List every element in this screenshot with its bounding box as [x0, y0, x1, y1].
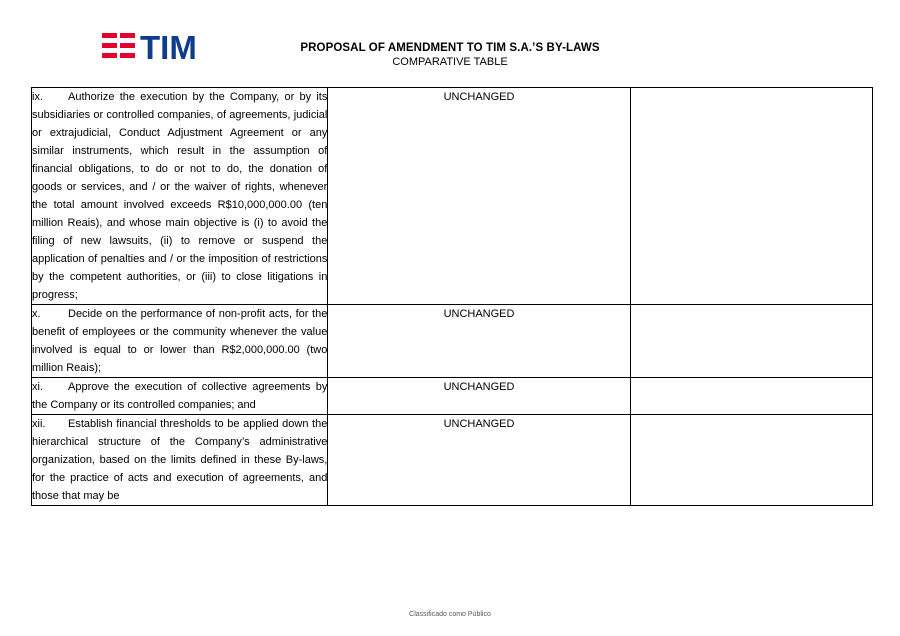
- item-number: x.: [32, 308, 41, 320]
- document-header: [250, 42, 650, 68]
- item-text: Decide on the performance of non-profit acts, for the benefit of employees or the community whenever the value involved is equal to or lower than R$2,000,000.00 (two million Reais);: [32, 308, 328, 374]
- item-text: Authorize the execution by the Company, or by its subsidiaries or controlled companies, of agreements, judicial or extrajudicial, Conduct Adjustment Agreement or any similar instruments, which result in the assumption of financial obligations, to do or not to do, the donation of goods or services, and / or the waiver of rights, whenever the total amount involved exceeds R$10,000,000.00 (ten million Reais), and whose main objective is (i) to avoid the filing of new lawsuits, (ii) to remove or suspend the application of penalties and / or the imposition of restrictions by the competent authorities, or (iii) to close litigations in progress;: [32, 91, 328, 301]
- justification-cell: [630, 415, 872, 506]
- item-number: xii.: [32, 418, 46, 430]
- table-row: [32, 415, 873, 506]
- item-number: ix.: [32, 91, 43, 103]
- proposal-cell: UNCHANGED: [328, 305, 630, 378]
- classification-footer: Classificado como Público: [409, 611, 491, 618]
- current-text-cell: [32, 378, 328, 415]
- item-number: xi.: [32, 381, 43, 393]
- table-row: [32, 305, 873, 378]
- document-subtitle: COMPARATIVE TABLE: [392, 56, 508, 68]
- current-text-cell: [32, 88, 328, 305]
- proposal-cell: UNCHANGED: [328, 88, 630, 305]
- table-row: [32, 378, 873, 415]
- current-text-cell: [32, 415, 328, 506]
- current-text-cell: [32, 305, 328, 378]
- logo-text: TIM: [140, 30, 197, 62]
- item-text: Establish financial thresholds to be applied down the hierarchical structure of the Company’s administrative organization, based on the limits defined in these By-laws, for the practice of acts and execution of agreements, and those that may be: [32, 418, 328, 502]
- document-title: PROPOSAL OF AMENDMENT TO TIM S.A.’S BY-LAWS: [300, 42, 600, 54]
- justification-cell: [630, 378, 872, 415]
- justification-cell: [630, 88, 872, 305]
- proposal-cell: UNCHANGED: [328, 378, 630, 415]
- table-row: [32, 88, 873, 305]
- proposal-cell: UNCHANGED: [328, 415, 630, 506]
- comparative-table: [31, 87, 873, 506]
- justification-cell: [630, 305, 872, 378]
- item-text: Approve the execution of collective agreements by the Company or its controlled companies; and: [32, 381, 328, 411]
- tim-logo: [102, 30, 212, 62]
